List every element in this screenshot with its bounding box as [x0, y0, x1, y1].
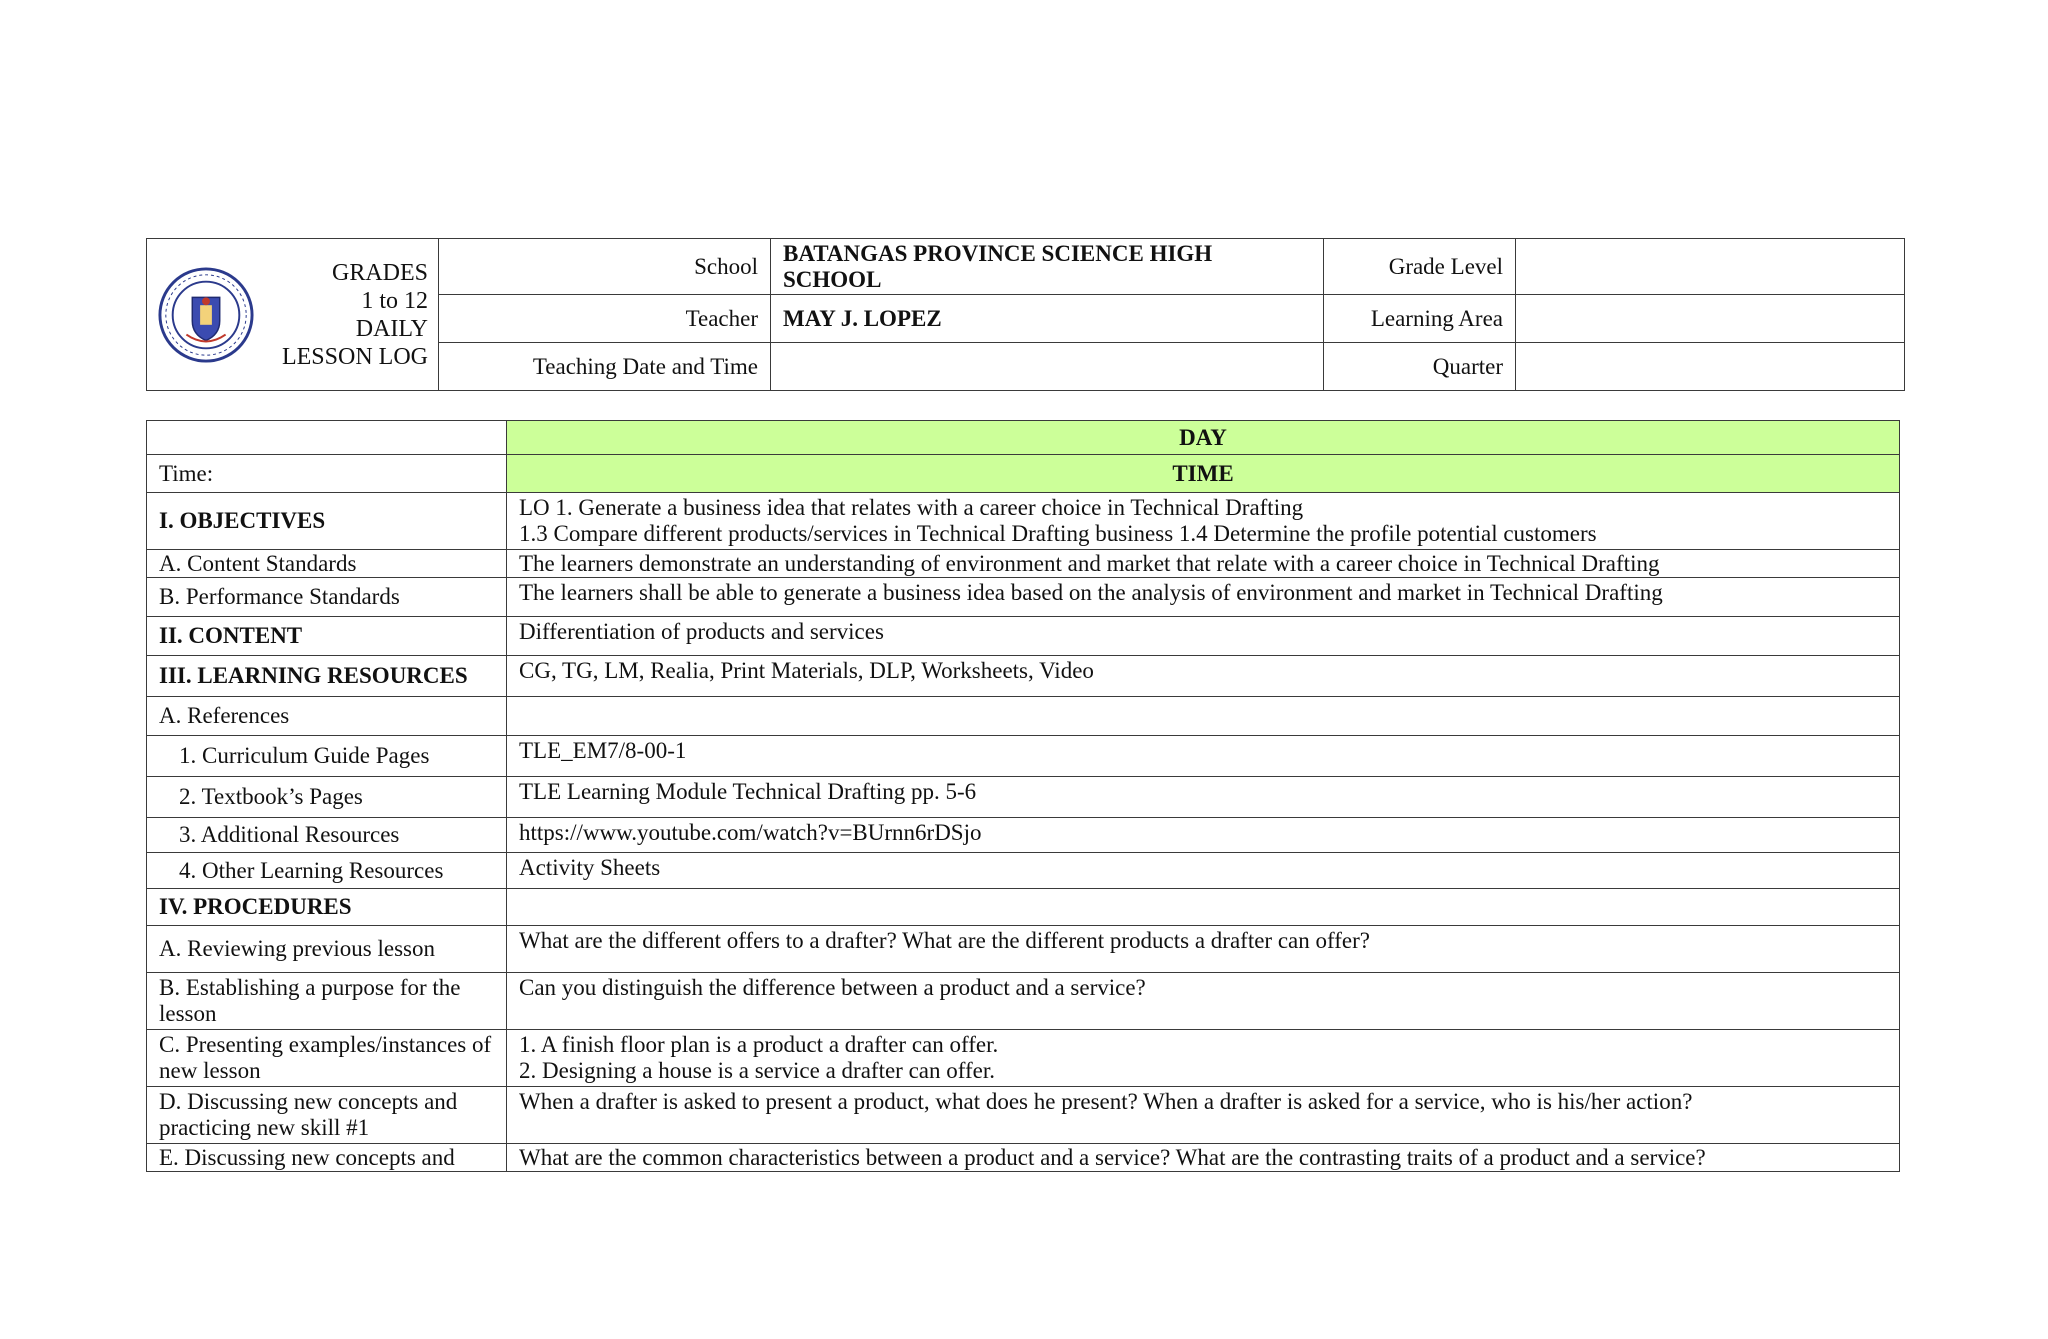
quarter-label: Quarter	[1324, 343, 1516, 391]
row-value: The learners shall be able to generate a business idea based on the analysis of environment and market in Technical Drafting	[507, 578, 1900, 617]
row-label: A. Reviewing previous lesson	[147, 926, 507, 973]
row-label: III. LEARNING RESOURCES	[147, 656, 507, 697]
cell-line: 1. A finish floor plan is a product a drafter can offer.	[519, 1032, 999, 1057]
row-label: 4. Other Learning Resources	[147, 853, 507, 889]
row-value: TLE Learning Module Technical Drafting pp. 5-6	[507, 777, 1900, 818]
row-value: When a drafter is asked to present a product, what does he present? When a drafter is asked for a service, who is his/her action?	[507, 1087, 1900, 1144]
row-value: TLE_EM7/8-00-1	[507, 736, 1900, 777]
row-value: What are the common characteristics between a product and a service? What are the contrasting traits of a product and a service?	[507, 1144, 1900, 1172]
row-label: C. Presenting examples/instances of new lesson	[147, 1030, 507, 1087]
school-label: School	[439, 239, 771, 295]
row-value: What are the different offers to a drafter? What are the different products a drafter can offer?	[507, 926, 1900, 973]
time-label: Time:	[147, 455, 507, 493]
row-label: 1. Curriculum Guide Pages	[147, 736, 507, 777]
deped-seal-icon	[157, 266, 255, 364]
time-header: TIME	[507, 455, 1900, 493]
row-label: A. References	[147, 697, 507, 736]
examples-cell	[507, 1030, 1900, 1087]
cell-line: 1.3 Compare different products/services in Technical Drafting business 1.4 Determine the profile potential customers	[519, 521, 1597, 546]
cell-line: 2. Designing a house is a service a drafter can offer.	[519, 1058, 996, 1083]
school-value: BATANGAS PROVINCE SCIENCE HIGH SCHOOL	[771, 239, 1324, 295]
learning-area-value	[1516, 295, 1905, 343]
row-label: IV. PROCEDURES	[147, 889, 507, 926]
row-label: E. Discussing new concepts and	[147, 1144, 507, 1172]
teacher-label: Teacher	[439, 295, 771, 343]
row-value: The learners demonstrate an understanding of environment and market that relate with a career choice in Technical Drafting	[507, 550, 1900, 578]
teacher-value: MAY J. LOPEZ	[771, 295, 1324, 343]
lesson-log-main-table	[146, 420, 1900, 1172]
lesson-log-header-table	[146, 238, 1905, 391]
row-label: I. OBJECTIVES	[147, 493, 507, 550]
grades-line: DAILY	[355, 315, 428, 342]
day-header: DAY	[507, 421, 1900, 455]
objectives-cell	[507, 493, 1900, 550]
grades-line: LESSON LOG	[281, 343, 428, 370]
row-label: 3. Additional Resources	[147, 818, 507, 853]
grades-title	[282, 259, 428, 371]
row-label: 2. Textbook’s Pages	[147, 777, 507, 818]
row-value: https://www.youtube.com/watch?v=BUrnn6rDSjo	[507, 818, 1900, 853]
grade-level-label: Grade Level	[1324, 239, 1516, 295]
cell-line: LO 1. Generate a business idea that relates with a career choice in Technical Drafting	[519, 495, 1304, 520]
row-label: B. Performance Standards	[147, 578, 507, 617]
row-value	[507, 697, 1900, 736]
row-value: CG, TG, LM, Realia, Print Materials, DLP, Worksheets, Video	[507, 656, 1900, 697]
row-value: Differentiation of products and services	[507, 617, 1900, 656]
logo-cell	[147, 239, 439, 391]
row-label: II. CONTENT	[147, 617, 507, 656]
row-value: Activity Sheets	[507, 853, 1900, 889]
date-time-value	[771, 343, 1324, 391]
blank-header-cell	[147, 421, 507, 455]
grades-line: 1 to 12	[361, 287, 428, 314]
row-value: Can you distinguish the difference between a product and a service?	[507, 973, 1900, 1030]
row-label: D. Discussing new concepts and practicing new skill #1	[147, 1087, 507, 1144]
row-value	[507, 889, 1900, 926]
row-label: B. Establishing a purpose for the lesson	[147, 973, 507, 1030]
learning-area-label: Learning Area	[1324, 295, 1516, 343]
quarter-value	[1516, 343, 1905, 391]
row-label: A. Content Standards	[147, 550, 507, 578]
date-time-label: Teaching Date and Time	[439, 343, 771, 391]
grade-level-value	[1516, 239, 1905, 295]
grades-line: GRADES	[331, 259, 428, 286]
